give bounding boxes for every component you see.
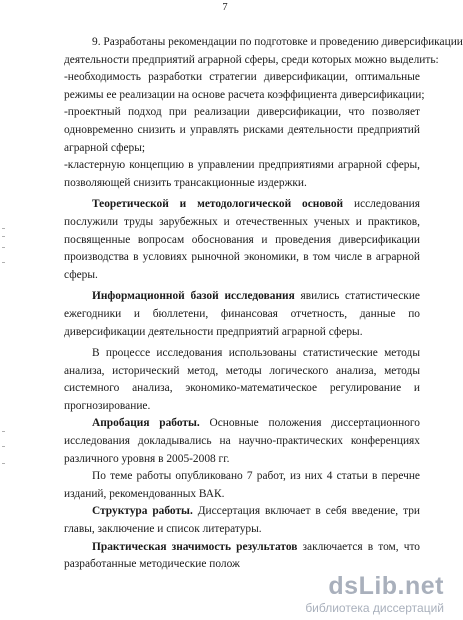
scan-mark: [2, 431, 5, 432]
text-line: прогнозирование.: [64, 399, 151, 412]
scan-mark: [2, 463, 5, 464]
text-line: исследования докладывались на научно-практических конференциях: [64, 435, 420, 448]
bold-heading: Теоретической и методологической основой: [92, 198, 344, 211]
text-line: 9. Разработаны рекомендации по подготовке и проведению диверсификации: [92, 36, 463, 48]
paragraph-theoretical-basis: [64, 196, 420, 284]
bold-heading: Информационной базой исследования: [92, 290, 295, 303]
paragraph-practical-significance: [64, 539, 420, 574]
bold-heading: Практическая значимость результатов: [92, 540, 298, 553]
scan-mark: [2, 446, 5, 447]
text-line: одновременно снизить и управлять рисками деятельности предприятий: [64, 123, 420, 136]
watermark-subtitle: библиотека диссертаций: [305, 601, 444, 615]
text-line: системного анализа, экономико-математическое регулирование и: [64, 382, 420, 395]
text-line: [64, 196, 420, 214]
paragraph-methods: [64, 345, 420, 415]
text-line: В процессе исследования использованы статистические методы: [92, 347, 420, 360]
text-line: [64, 503, 420, 521]
text-line: сферы.: [64, 268, 98, 281]
text-run: исследования: [353, 198, 420, 211]
text-line: изданий, рекомендованных ВАК.: [64, 487, 225, 500]
scan-mark: [2, 236, 5, 237]
text-line: разработанные методические полож: [64, 558, 240, 571]
text-line: диверсификации деятельности предприятий аграрной сферы.: [64, 325, 363, 338]
text-run: явились статистические: [300, 290, 420, 303]
scan-mark: [2, 247, 5, 248]
text-line: -кластерную концепцию в управлении предприятиями аграрной сферы,: [64, 159, 420, 172]
dslib-watermark: [258, 572, 444, 616]
paragraph-publications: [64, 468, 420, 503]
scan-mark: [2, 262, 5, 263]
text-run: заключается в том, что: [302, 540, 420, 553]
text-line: -необходимость разработки стратегии диверсификации, оптимальные: [64, 71, 420, 84]
text-line: позволяющей снизить трансакционные издержки.: [64, 176, 307, 189]
text-line: главы, заключение и список литературы.: [64, 523, 262, 536]
paragraph-approbation: [64, 415, 420, 468]
paragraph-structure: [64, 503, 420, 538]
body-text: [64, 34, 463, 574]
text-line: [64, 539, 420, 557]
text-line: режимы ее реализации на основе расчета коэффициента диверсификации;: [64, 88, 425, 101]
paragraph-information-base: [64, 288, 420, 341]
text-line: -проектный подход при реализации диверсификации, что позволяет: [64, 106, 420, 119]
paragraph-recommendations: [64, 34, 463, 192]
text-run: Основные положения диссертационного: [209, 417, 420, 430]
text-line: послужили труды зарубежных и отечественных ученых и практиков,: [64, 215, 420, 228]
text-line: По теме работы опубликовано 7 работ, из них 4 статьи в перечне: [92, 470, 420, 483]
text-line: посвященные вопросам обоснования и проведения диверсификации: [64, 233, 420, 246]
text-line: [64, 288, 420, 306]
text-line: различного уровня в 2005-2008 гг.: [64, 452, 230, 465]
text-line: деятельности предприятий аграрной сферы, среди которых можно выделить:: [64, 53, 439, 66]
bold-heading: Структура работы.: [92, 505, 193, 518]
text-line: ежегодники и бюллетени, финансовая отчетность, данные по: [64, 307, 420, 320]
text-line: анализа, исторический метод, методы логического анализа, методы: [64, 364, 420, 377]
page-number: 7: [222, 2, 228, 13]
text-run: Диссертация включает в себя введение, три: [197, 505, 420, 518]
scan-mark: [2, 228, 5, 229]
scan-margin-marks: [2, 0, 8, 620]
watermark-logo: dsLib.net: [328, 572, 444, 600]
text-line: [64, 415, 420, 433]
text-line: производства в условиях рыночной экономики, в том числе в аграрной: [64, 251, 420, 264]
bold-heading: Апробация работы.: [92, 417, 200, 430]
text-line: аграрной сферы;: [64, 141, 146, 154]
